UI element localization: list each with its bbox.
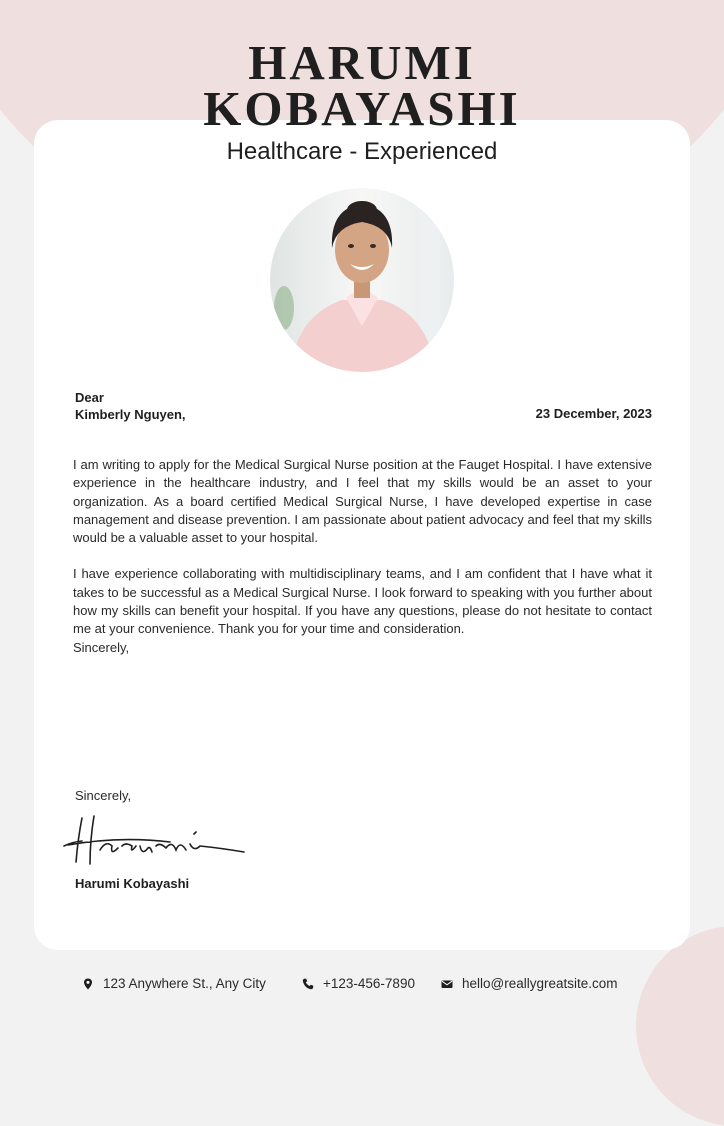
contact-footer bbox=[0, 976, 724, 1000]
body-paragraph bbox=[73, 565, 652, 656]
salutation-block bbox=[75, 389, 186, 423]
recipient-name: Kimberly Nguyen, bbox=[75, 407, 186, 422]
phone-text: +123-456-7890 bbox=[323, 976, 415, 991]
contact-phone bbox=[302, 976, 415, 991]
signer-name: Harumi Kobayashi bbox=[75, 876, 190, 891]
email-text: hello@reallygreatsite.com bbox=[462, 976, 618, 991]
handwritten-signature-icon bbox=[60, 812, 250, 868]
salutation: Dear bbox=[75, 390, 104, 405]
last-name: KOBAYASHI bbox=[203, 81, 521, 136]
signature bbox=[60, 812, 250, 873]
location-pin-icon bbox=[82, 978, 94, 990]
portrait-photo-icon bbox=[270, 188, 454, 372]
contact-address bbox=[82, 976, 266, 991]
role-subtitle: Healthcare - Experienced bbox=[226, 138, 498, 165]
corner-decoration bbox=[636, 926, 724, 1126]
contact-email bbox=[441, 976, 618, 991]
phone-icon bbox=[302, 978, 314, 990]
body-paragraph-text: I have experience collaborating with multidisciplinary teams, and I am confident that I have what it takes to be successful as a Medical Surgical Nurse. I look forward to speaking with you further about how my skills can benefit your hospital. If you have any questions, please do not hesitate to contact me at your convenience. Thank you for your time and consideration. bbox=[73, 566, 652, 637]
email-icon bbox=[441, 978, 453, 990]
closing: Sincerely, bbox=[75, 788, 132, 803]
body-paragraph: I am writing to apply for the Medical Surgical Nurse position at the Fauget Hospital. I have extensive experience in the healthcare industry, and I feel that my skills would be an asset to your organization. As a board certified Medical Surgical Nurse, I have developed expertise in case management and disease prevention. I am passionate about patient advocacy and feel that my skills would be a valuable asset to your hospital. bbox=[73, 457, 652, 546]
address-text: 123 Anywhere St., Any City bbox=[103, 976, 266, 991]
letter-body bbox=[73, 456, 652, 657]
closing-inline: Sincerely, bbox=[73, 639, 130, 655]
profile-photo bbox=[270, 188, 454, 372]
first-name: HARUMI bbox=[248, 35, 476, 90]
letter-date: 23 December, 2023 bbox=[535, 406, 652, 421]
